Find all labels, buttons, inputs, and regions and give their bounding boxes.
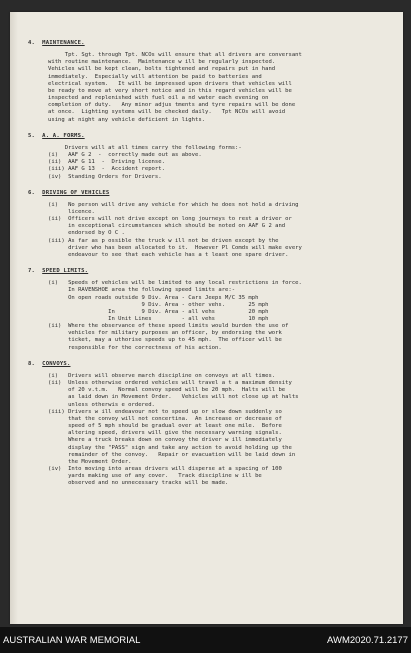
text-line: in exceptional circumstances which should be noted on AAF G 2 and — [28, 223, 286, 230]
text-line: (i) Speeds of vehicles will be limited to any local restrictions in force. — [28, 280, 302, 287]
text-line: of 20 v.t.m. Normal convoy speed will be 20 mph. Halts will be — [28, 387, 286, 394]
text-line: remainder of the convoy. Repair or evacuation will be laid down in — [28, 451, 296, 458]
document-section — [28, 190, 394, 268]
text-line: (i) No person will drive any vehicle for which he does not hold a driving — [28, 201, 299, 208]
text-line: (i) AAF G 2 - correctly made out as above. — [28, 152, 202, 159]
text-line: with routine maintenance. Maintenance w ill be regularly inspected. — [28, 59, 276, 66]
text-line: Drivers will at all times carry the following forms:- — [28, 144, 242, 151]
text-line: altering speed, drivers will give the necessary warning signals. — [28, 430, 282, 437]
text-line: electrical system. It will be impressed upon drivers that vehicles will — [28, 80, 292, 87]
text-line: be ready to move at very short notice and in this regard vehicles will be — [28, 87, 292, 94]
footer-accession-number: AWM2020.71.2177 — [327, 634, 408, 646]
footer-institution: AUSTRALIAN WAR MEMORIAL — [3, 634, 141, 646]
text-line: that the convoy will not concertina. An increase or decrease of — [28, 415, 282, 422]
section-heading: 5. A. A. FORMS. — [28, 132, 85, 139]
text-line: On open roads outside 9 Div. Area - Cars Jeeps M/C 35 mph — [28, 294, 259, 301]
text-line: endorsed by O C . — [28, 230, 125, 237]
document-body — [28, 40, 394, 496]
text-line: (iv) Standing Orders for Drivers. — [28, 173, 162, 180]
text-line: endeavour to see that each vehicle has a t least one spare driver. — [28, 251, 289, 258]
text-line: responsible for the correctness of his action. — [28, 344, 222, 351]
text-line: unless otherwis e ordered. — [28, 401, 155, 408]
text-line: ticket, may a uthorise speeds up to 45 mph. The officer will be — [28, 337, 282, 344]
text-line: driver who has been allocated to it. However Pl Comds will make every — [28, 244, 302, 251]
text-line: (ii) Unless otherwise ordered vehicles will travel a t a maximum density — [28, 380, 292, 387]
section-heading: 6. DRIVING OF VEHICLES — [28, 189, 110, 196]
text-line: (ii) AAF G 11 - Driving license. — [28, 159, 165, 166]
page-edge-shadow — [10, 12, 18, 624]
text-line: yards making use of any cover. Track discipline w ill be — [28, 473, 262, 480]
text-line: inspected and replenished with fuel oil a nd water each evening on — [28, 95, 269, 102]
document-section — [28, 361, 394, 497]
text-line: In Unit Lines - all vehs 10 mph — [28, 316, 269, 322]
text-line: (ii) Where the observance of these speed limits would burden the use of — [28, 323, 289, 330]
section-heading: 7. SPEED LIMITS. — [28, 268, 89, 275]
text-line: Vehicles will be kept clean, bolts tightened and repairs put in hand — [28, 66, 276, 73]
document-section — [28, 40, 394, 133]
text-line: using at night any vehicle deficient in lights. — [28, 116, 205, 123]
text-line: In RAVENSHOE area the following speed limits are:- — [28, 287, 236, 294]
text-line: Tpt. Sgt. through Tpt. NCOs will ensure that all drivers are conversant — [28, 52, 302, 59]
text-line: at once. Lighting systems will be checked daily. Tpt NCOs will avoid — [28, 109, 286, 116]
text-line: as laid down in Movement Order. Vehicles will not close up at halts — [28, 394, 299, 401]
text-line: Where a truck breaks down on convoy the driver w ill immediately — [28, 437, 282, 444]
text-line: the Movement Order. — [28, 458, 132, 465]
text-line: (iii) AAF G 13 - Accident report. — [28, 166, 165, 173]
text-line: (ii) Officers will not drive except on long journeys to rest a driver or — [28, 216, 292, 223]
text-line: licence. — [28, 208, 95, 215]
text-line: completion of duty. Any minor adjus tments and tyre repairs will be done — [28, 102, 296, 109]
text-line: speed of 5 mph should be gradual over at least one mile. Before — [28, 423, 282, 430]
text-line: (iv) Into moving into areas drivers will disperse at a spacing of 100 — [28, 465, 282, 472]
text-line: vehicles for military purposes an officer, by endorsing the work — [28, 330, 282, 337]
document-section — [28, 268, 394, 361]
text-line: (i) Drivers will observe march discipline on convoys at all times. — [28, 372, 276, 379]
section-heading: 8. CONVOYS. — [28, 360, 71, 367]
text-line: display the "PASS" sign and take any action to avoid holding up the — [28, 444, 292, 451]
text-line: In 9 Div. Area - all vehs 20 mph — [28, 308, 269, 315]
section-heading: 4. MAINTENANCE. — [28, 40, 85, 46]
text-line: 9 Div. Area - other vehs. 25 mph — [28, 301, 269, 308]
text-line: immediately. Especially will attention be paid to batteries and — [28, 73, 262, 80]
text-line: (iii) As far as p ossible the truck w ill not be driven except by the — [28, 237, 279, 244]
footer-bar — [0, 627, 411, 653]
document-section — [28, 133, 394, 190]
document-page — [10, 12, 403, 624]
text-line: observed and no unnecessary tracks will be made. — [28, 480, 229, 487]
text-line: (iii) Drivers w ill endeavour not to speed up or slow down suddenly so — [28, 408, 282, 415]
